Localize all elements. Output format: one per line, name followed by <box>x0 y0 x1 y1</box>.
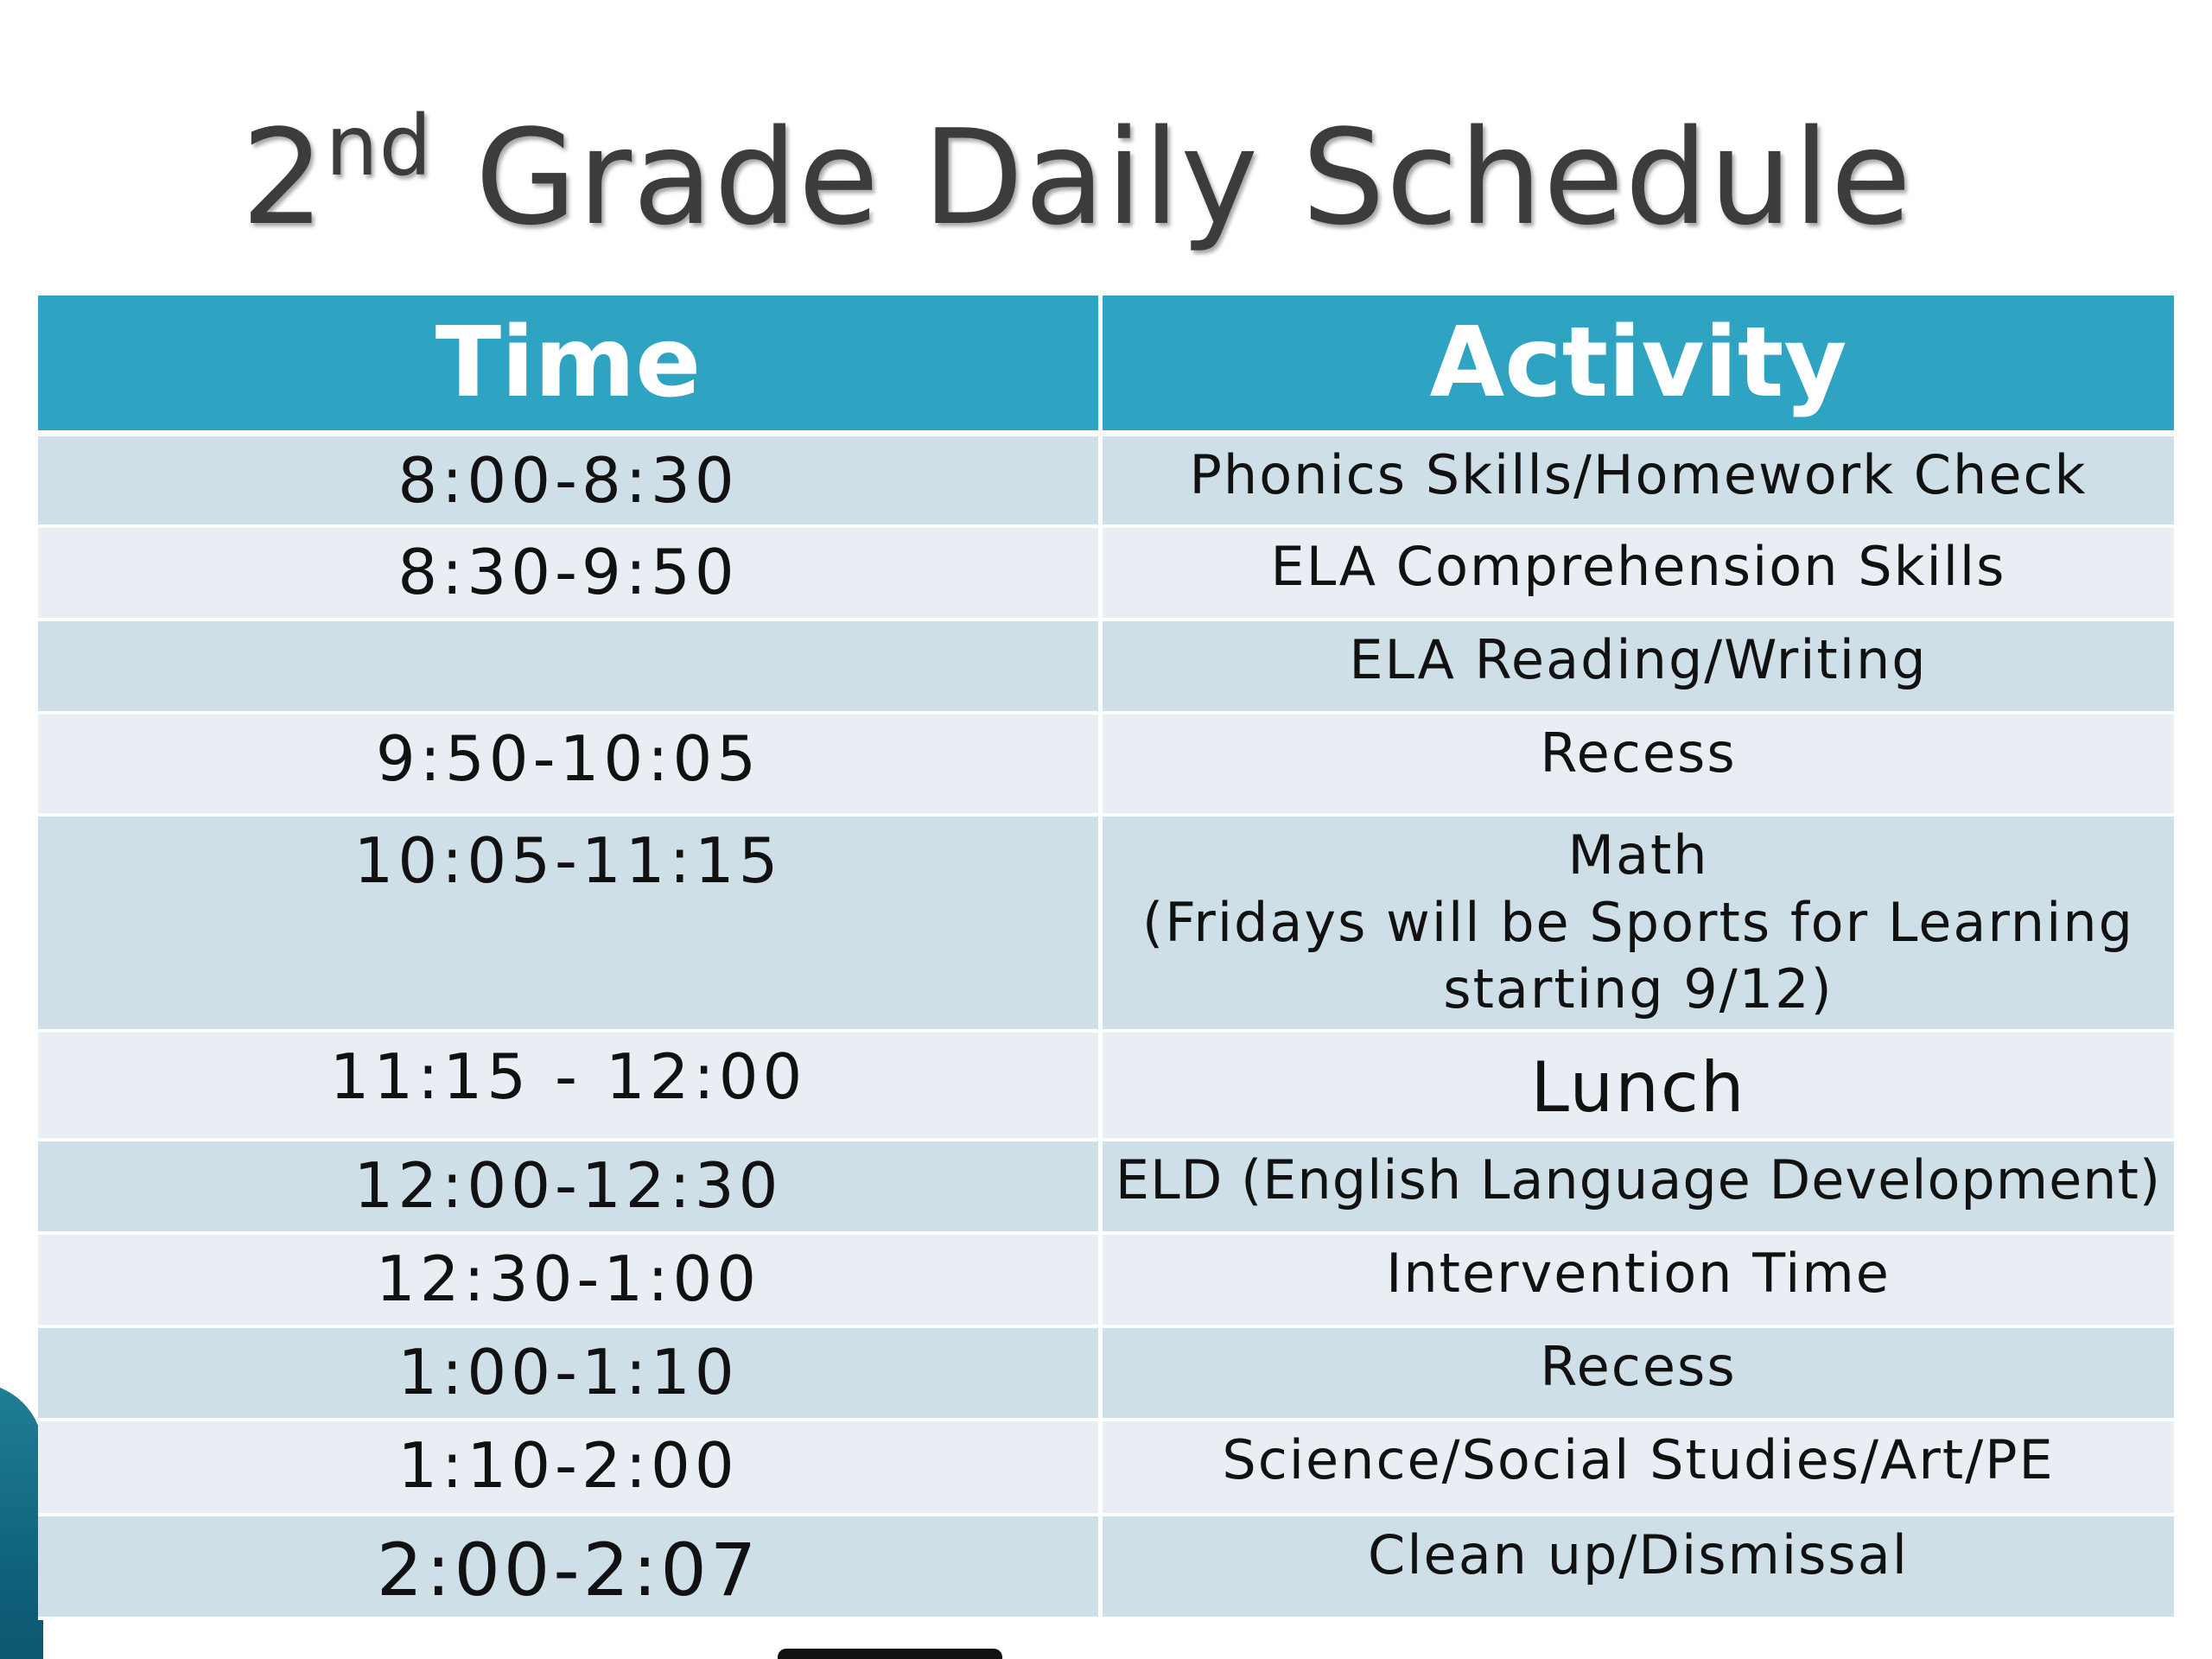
time-cell: 11:15 - 12:00 <box>38 1033 1103 1141</box>
time-cell <box>38 621 1103 715</box>
table-row <box>38 1033 2174 1141</box>
title-superscript: nd <box>325 98 433 194</box>
table-header-row <box>38 296 2174 436</box>
activity-line: ELD (English Language Development) <box>1115 1148 2162 1211</box>
activity-line: Recess <box>1540 1335 1737 1398</box>
table-row <box>38 817 2174 1033</box>
title-text: Grade Daily Schedule <box>432 101 1912 254</box>
activity-line: ELA Comprehension Skills <box>1270 535 2006 598</box>
activity-cell <box>1103 1328 2174 1421</box>
activity-cell <box>1103 436 2174 528</box>
activity-line: Intervention Time <box>1386 1242 1891 1305</box>
activity-cell <box>1103 528 2174 621</box>
table-row <box>38 1235 2174 1328</box>
activity-cell <box>1103 715 2174 817</box>
time-cell: 12:30-1:00 <box>38 1235 1103 1328</box>
decorative-bottom-shape <box>778 1649 1002 1659</box>
title-prefix: 2 <box>241 101 326 254</box>
time-cell: 2:00-2:07 <box>38 1516 1103 1620</box>
activity-cell <box>1103 621 2174 715</box>
schedule-table <box>38 296 2174 1620</box>
decorative-corner-swoosh <box>0 1382 43 1659</box>
activity-cell <box>1103 1033 2174 1141</box>
table-row <box>38 1421 2174 1516</box>
header-activity: Activity <box>1103 296 2174 436</box>
header-time: Time <box>38 296 1103 436</box>
table-row <box>38 528 2174 621</box>
table-row <box>38 1516 2174 1620</box>
time-cell: 8:00-8:30 <box>38 436 1103 528</box>
table-row <box>38 715 2174 817</box>
activity-line: starting 9/12) <box>1443 957 1834 1020</box>
activity-cell <box>1103 1141 2174 1235</box>
activity-line: Clean up/Dismissal <box>1368 1523 1909 1586</box>
activity-line: Lunch <box>1530 1047 1746 1128</box>
activity-line: Science/Social Studies/Art/PE <box>1222 1428 2055 1491</box>
table-row <box>38 1328 2174 1421</box>
time-cell: 12:00-12:30 <box>38 1141 1103 1235</box>
activity-line: Math <box>1567 823 1709 887</box>
activity-line: ELA Reading/Writing <box>1349 628 1928 691</box>
page-title <box>0 98 2212 254</box>
activity-cell <box>1103 817 2174 1033</box>
table-row <box>38 1141 2174 1235</box>
activity-cell <box>1103 1516 2174 1620</box>
time-cell: 8:30-9:50 <box>38 528 1103 621</box>
activity-line: (Fridays will be Sports for Learning <box>1142 890 2134 954</box>
activity-cell <box>1103 1235 2174 1328</box>
table-row <box>38 621 2174 715</box>
time-cell: 10:05-11:15 <box>38 817 1103 1033</box>
time-cell: 1:10-2:00 <box>38 1421 1103 1516</box>
time-cell: 9:50-10:05 <box>38 715 1103 817</box>
activity-line: Recess <box>1540 721 1737 785</box>
activity-cell <box>1103 1421 2174 1516</box>
activity-line: Phonics Skills/Homework Check <box>1189 443 2088 506</box>
time-cell: 1:00-1:10 <box>38 1328 1103 1421</box>
table-row <box>38 436 2174 528</box>
